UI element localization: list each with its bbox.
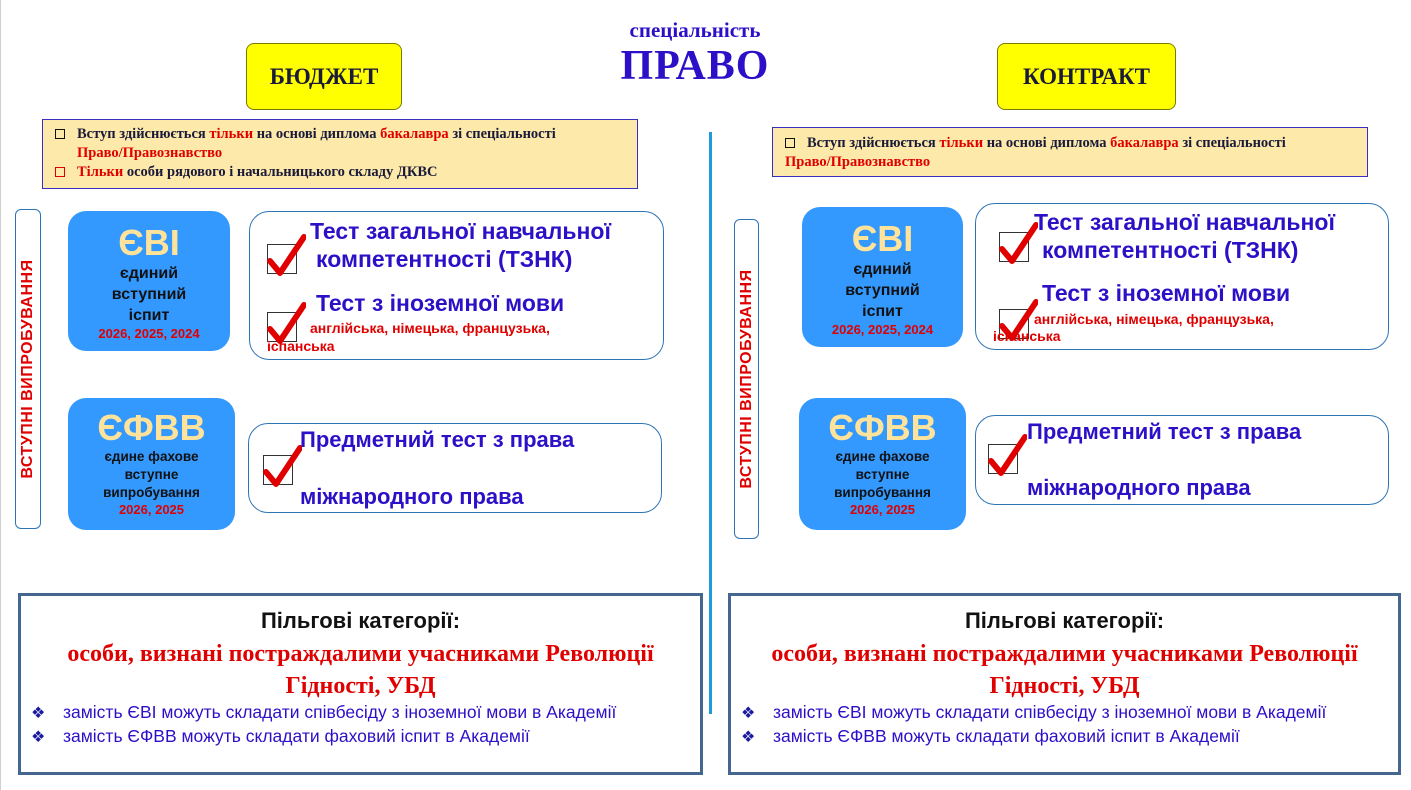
benefits-title: Пільгові категорії:	[964, 608, 1165, 633]
contract-tag-label: КОНТРАКТ	[1023, 63, 1150, 89]
evi-tests-card	[975, 203, 1389, 350]
efvv-abbr: ЄФВВ	[828, 407, 937, 448]
evi-desc-1: єдиний	[119, 265, 179, 282]
evi-desc-3: іспит	[128, 307, 170, 324]
checkbox-checked-icon	[267, 244, 297, 274]
contract-notice	[772, 127, 1368, 177]
notice-row-1	[55, 125, 629, 163]
efvv-desc-3: випробування	[834, 485, 931, 500]
efvv-desc-1: єдине фахове	[104, 449, 199, 464]
diamond-bullet-icon: ❖	[31, 728, 46, 746]
notice-text-1: Вступ здійснюється тільки на основі диплома бакалавра зі спеціальності Право/Правознавство	[77, 126, 556, 161]
column-divider	[709, 132, 712, 714]
diamond-bullet-icon: ❖	[741, 728, 756, 746]
diamond-bullet-icon: ❖	[31, 704, 46, 722]
benefits-box	[18, 593, 703, 775]
evi-abbr: ЄВІ	[118, 222, 180, 263]
benefits-item-1: ❖ замість ЄВІ можуть складати співбесіду з іноземної мови в Академії	[741, 702, 1327, 722]
evi-tests-card	[249, 211, 664, 360]
evi-years: 2026, 2025, 2024	[98, 326, 200, 341]
efvv-bubble	[68, 398, 235, 530]
efvv-desc-3: випробування	[103, 485, 200, 500]
evi-desc-2: вступний	[845, 282, 920, 299]
subject-test-card	[975, 415, 1389, 505]
subject-test-line-2: міжнародного права	[300, 484, 524, 509]
evi-desc-3: іспит	[862, 303, 903, 320]
page-title: ПРАВО	[620, 43, 770, 89]
slide-edge	[0, 0, 1, 790]
languages-line-1: англійська, німецька, французька,	[310, 320, 550, 336]
efvv-desc-2: вступне	[855, 467, 910, 482]
foreign-language-test: Тест з іноземної мови	[316, 290, 565, 316]
entrance-tests-label: ВСТУПНІ ВИПРОБУВАННЯ	[737, 269, 755, 489]
benefits-category-line-2: Гідності, УБД	[989, 673, 1140, 699]
notice-row-1	[785, 134, 1359, 172]
foreign-language-test: Тест з іноземної мови	[1042, 280, 1291, 306]
benefits-title: Пільгові категорії:	[260, 608, 461, 633]
languages-line-2: іспанська	[267, 338, 335, 354]
subject-test-line-2: міжнародного права	[1027, 475, 1251, 500]
efvv-years: 2026, 2025	[849, 502, 916, 517]
diamond-bullet-icon: ❖	[741, 704, 756, 722]
efvv-bubble	[799, 398, 966, 530]
benefits-item-2: ❖ замість ЄФВВ можуть складати фаховий іспит в Академії	[741, 726, 1240, 746]
subject-test-card	[248, 423, 662, 513]
contract-tag	[997, 43, 1176, 110]
square-bullet-icon	[55, 163, 77, 182]
budget-tag	[246, 43, 402, 110]
notice-text-1: Вступ здійснюється тільки на основі диплома бакалавра зі спеціальності Право/Правознавство	[785, 135, 1286, 170]
evi-abbr: ЄВІ	[851, 218, 914, 259]
languages-line-1: англійська, німецька, французька,	[1034, 311, 1274, 327]
tznk-test-line-1: Тест загальної навчальної	[1034, 209, 1335, 235]
budget-tag-label: БЮДЖЕТ	[269, 63, 379, 89]
subject-test-line-1: Предметний тест з права	[300, 427, 575, 452]
budget-notice	[42, 119, 638, 189]
notice-row-2	[55, 163, 629, 182]
tznk-test-line-1: Тест загальної навчальної	[310, 218, 611, 244]
languages-line-2: іспанська	[993, 328, 1061, 344]
benefits-box	[728, 593, 1401, 775]
benefits-category-line-2: Гідності, УБД	[285, 673, 436, 699]
benefits-item-2: ❖ замість ЄФВВ можуть складати фаховий іспит в Академії	[31, 726, 530, 746]
efvv-years: 2026, 2025	[118, 502, 185, 517]
entrance-tests-label-frame	[15, 209, 41, 529]
evi-bubble	[68, 211, 230, 351]
evi-desc-2: вступний	[111, 286, 187, 303]
square-bullet-icon	[785, 134, 807, 153]
tznk-test-line-2: компетентності (ТЗНК)	[1042, 237, 1299, 263]
benefits-category-line-1: особи, визнані постраждалими учасниками Революції	[771, 641, 1358, 667]
square-bullet-icon	[55, 125, 77, 144]
checkbox-checked-icon	[999, 232, 1029, 262]
efvv-abbr: ЄФВВ	[97, 407, 206, 448]
tznk-test-line-2: компетентності (ТЗНК)	[316, 246, 573, 272]
evi-desc-1: єдиний	[853, 261, 912, 278]
entrance-tests-label-frame	[734, 219, 759, 539]
benefits-item-1: ❖ замість ЄВІ можуть складати співбесіду з іноземної мови в Академії	[31, 702, 617, 722]
benefits-category-line-1: особи, визнані постраждалими учасниками Революції	[67, 641, 654, 667]
page-subtitle: спеціальність	[629, 18, 761, 42]
evi-bubble	[802, 207, 963, 347]
efvv-desc-1: єдине фахове	[835, 449, 930, 464]
notice-text-2: Тільки особи рядового і начальницького складу ДКВС	[77, 164, 438, 180]
subject-test-line-1: Предметний тест з права	[1027, 419, 1302, 444]
efvv-desc-2: вступне	[124, 467, 179, 482]
evi-years: 2026, 2025, 2024	[831, 322, 934, 337]
checkbox-checked-icon	[263, 455, 293, 485]
entrance-tests-label: ВСТУПНІ ВИПРОБУВАННЯ	[19, 259, 36, 479]
checkbox-checked-icon	[988, 444, 1018, 474]
